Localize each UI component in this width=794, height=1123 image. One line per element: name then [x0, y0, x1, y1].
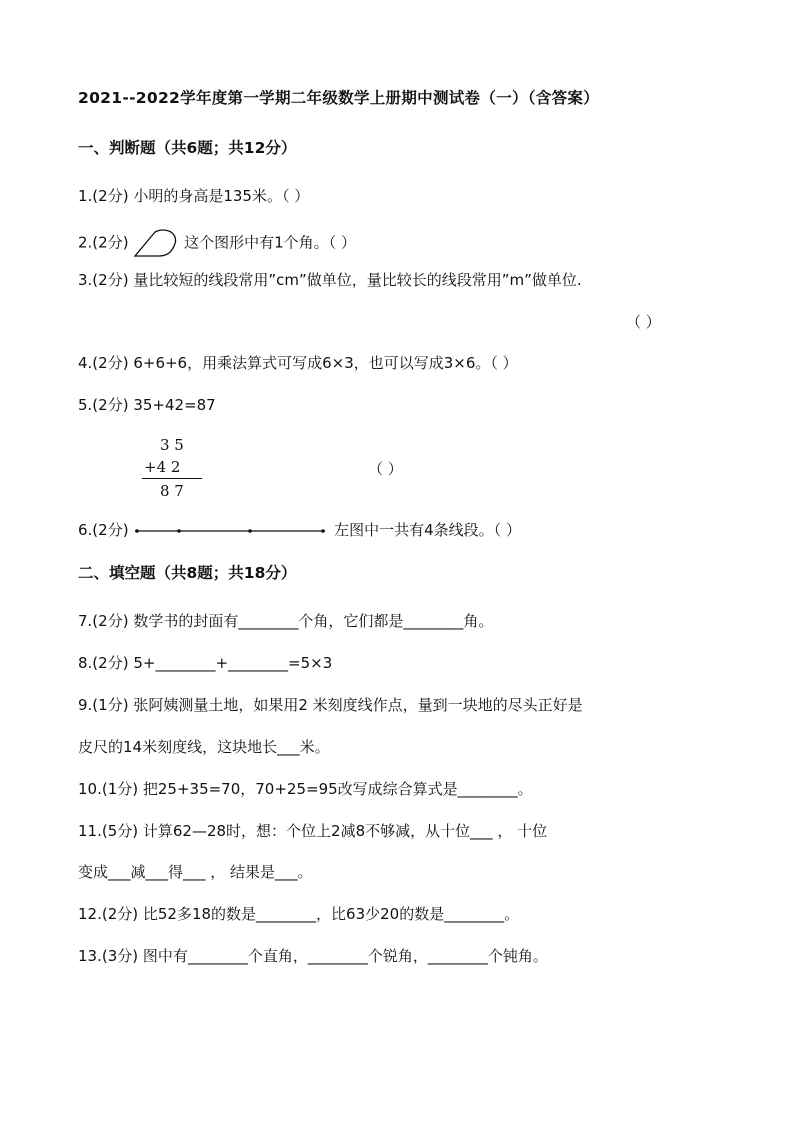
page-title: 2021--2022学年度第一学期二年级数学上册期中测试卷（一）（含答案） — [78, 89, 599, 107]
question-2-text: 这个图形中有1个角。（ ） — [184, 233, 356, 252]
question-2 — [78, 228, 356, 258]
question-5: 5.(2分) 35+42=87 — [78, 396, 216, 414]
question-9-line-1: 9.(1分) 张阿姨测量土地，如果用2 米刻度线作点，量到一块地的尽头正好是 — [78, 696, 583, 714]
section-heading-fill-blank: 二、填空题（共8题；共18分） — [78, 564, 297, 582]
vertical-calc-row-3: 8 7 — [160, 482, 184, 500]
vertical-calc-divider — [142, 478, 202, 479]
vertical-calc-row-2: +4 2 — [144, 458, 181, 476]
question-6 — [78, 520, 521, 540]
vertical-calc-row-1: 3 5 — [160, 436, 184, 454]
question-10: 10.(1分) 把25+35=70，70+25=95改写成综合算式是________。 — [78, 780, 533, 798]
question-12: 12.(2分) 比52多18的数是________，比63少20的数是________。 — [78, 905, 520, 923]
question-5-answer-paren: （ ） — [368, 460, 403, 478]
question-6-text: 左图中一共有4条线段。（ ） — [334, 521, 521, 539]
question-1: 1.(2分) 小明的身高是135米。（ ） — [78, 187, 310, 205]
question-11-line-1: 11.(5分) 计算62—28时，想：个位上2减8不够减，从十位___ ， 十位 — [78, 822, 548, 840]
segmented-line-figure — [133, 526, 329, 536]
question-11-line-2: 变成___减___得___ ， 结果是___。 — [78, 863, 313, 881]
section-heading-judgment: 一、判断题（共6题；共12分） — [78, 139, 297, 157]
question-6-prefix: 6.(2分) — [78, 521, 129, 539]
question-9-line-2: 皮尺的14米刻度线，这块地长___米。 — [78, 738, 330, 756]
question-4: 4.(2分) 6+6+6，用乘法算式可写成6×3，也可以写成3×6。（ ） — [78, 354, 518, 372]
question-13: 13.(3分) 图中有________个直角，________个锐角，________个钝角。 — [78, 947, 548, 965]
question-2-prefix: 2.(2分) — [78, 233, 129, 252]
question-7: 7.(2分) 数学书的封面有________个角，它们都是________角。 — [78, 612, 494, 630]
question-8: 8.(2分) 5+________+________=5×3 — [78, 654, 333, 672]
question-3-answer-paren: （ ） — [626, 313, 661, 331]
question-3: 3.(2分) 量比较短的线段常用”cm”做单位，量比较长的线段常用”m”做单位. — [78, 271, 582, 289]
curved-shape-figure — [133, 228, 179, 258]
